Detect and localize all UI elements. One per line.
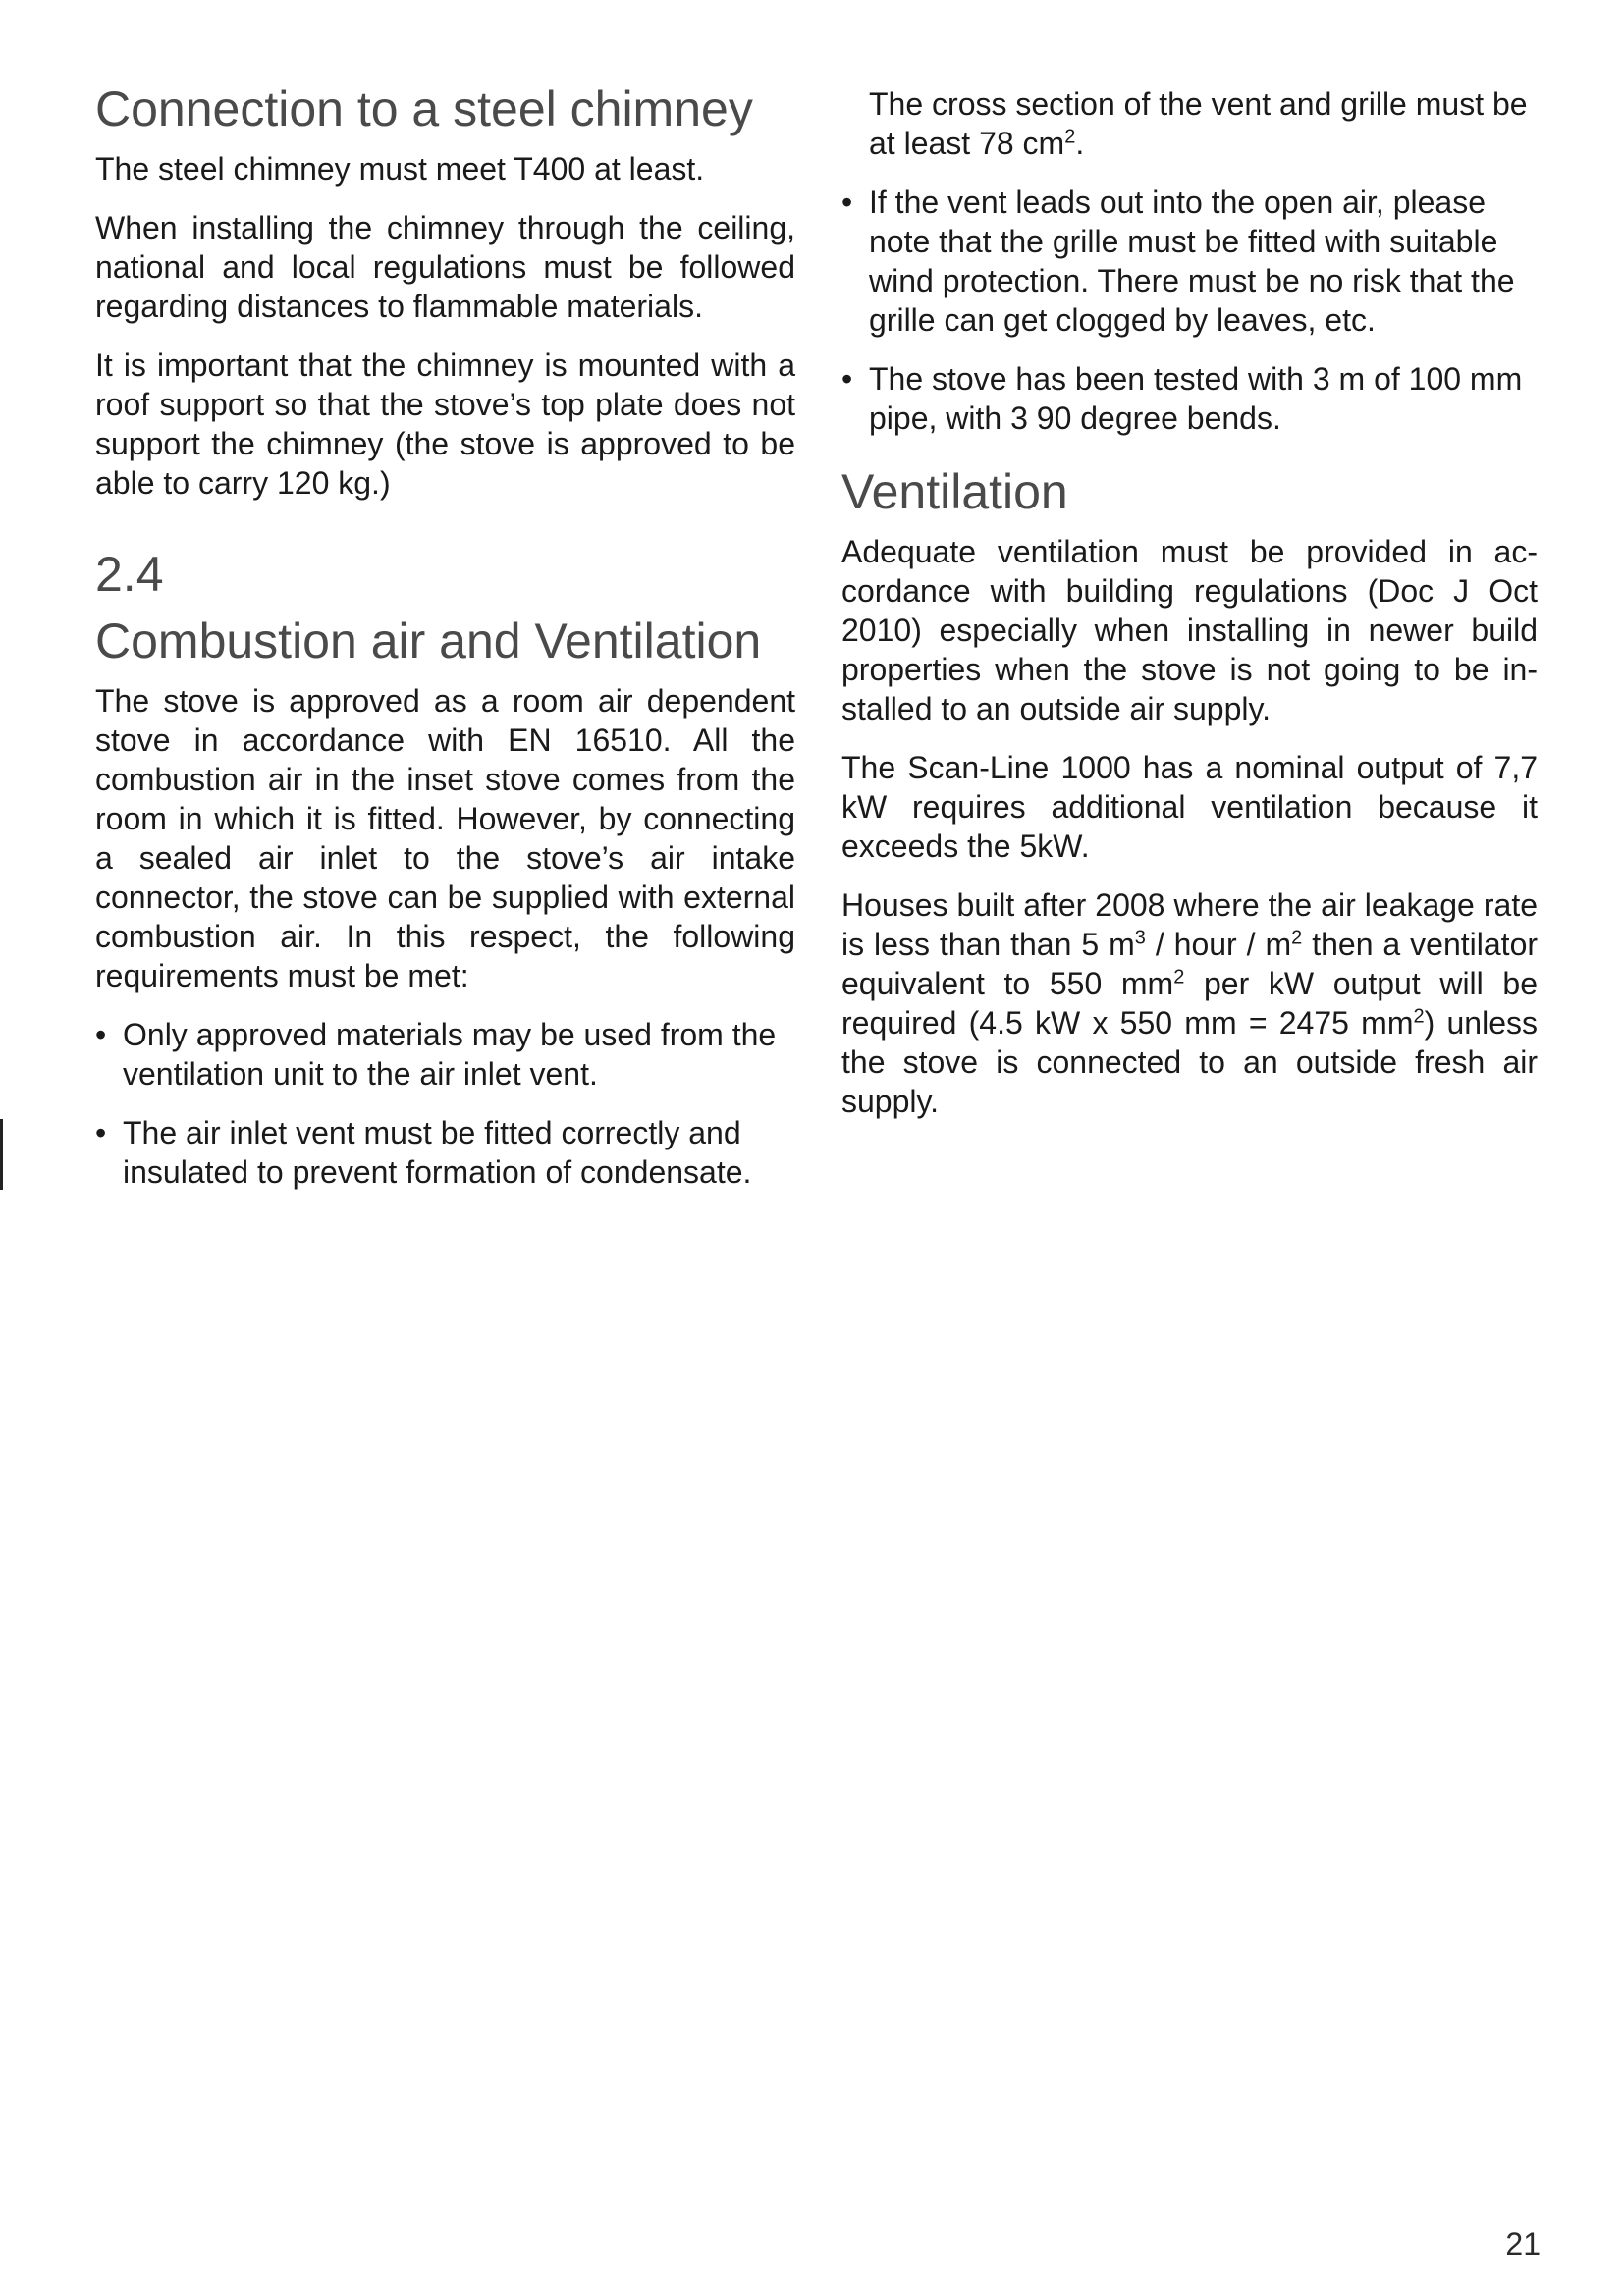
- continued-list-text: [841, 84, 1538, 163]
- bullet-icon: •: [841, 361, 853, 397]
- text-segment: Houses built after 2008 where the air leakage rate is less than than 5 m: [841, 887, 1538, 962]
- ventilation-paragraph-1: Adequate ventilation must be provided in accordance with building regulations (Doc J Oct 2010) especially when installing in newer build properties when the stove is not going to be installed to an outside air supply.: [841, 534, 1538, 726]
- list-item: [95, 1015, 795, 1094]
- continued-text: The cross section of the vent and grille must be at least 78 cm: [869, 86, 1528, 161]
- superscript: 2: [1064, 126, 1076, 148]
- text-segment: ) unless the stove is connected to an outside fresh air supply.: [841, 1005, 1539, 1119]
- steel-chimney-heading: Connection to a steel chimney: [95, 81, 753, 136]
- margin-change-bar: [0, 1119, 3, 1190]
- list-item: [95, 1113, 795, 1192]
- list-item: [841, 359, 1538, 438]
- requirements-list-continued: [841, 183, 1538, 438]
- list-item-text: If the vent leads out into the open air, please note that the grille must be fitted with suitable wind protection. There must be no risk that the grille can get clogged by leaves, etc.: [869, 185, 1515, 338]
- text-segment: per kW output will be required (4.5 kW x 550 mm = 2475 mm: [841, 966, 1539, 1041]
- superscript: 2: [1413, 1005, 1425, 1028]
- steel-chimney-paragraph-2: When installing the chimney through the ceiling, national and local regulations must be followed regarding distances to flammable materials.: [95, 210, 795, 324]
- section-number: 2.4: [95, 547, 164, 602]
- steel-chimney-paragraph-3: It is important that the chimney is mounted with a roof support so that the stove’s top plate does not support the chimney (the stove is approved to be able to carry 120 kg.): [95, 347, 795, 501]
- list-item-text: Only approved materials may be used from the ventilation unit to the air inlet vent.: [123, 1017, 777, 1092]
- combustion-air-heading: Combustion air and Ventilation: [95, 614, 762, 668]
- ventilation-heading: Ventilation: [841, 464, 1068, 519]
- superscript: 3: [1134, 927, 1146, 949]
- superscript: 2: [1173, 966, 1185, 988]
- ventilation-paragraph-2: The Scan-Line 1000 has a nominal output of 7,7 kW requires additional ventilation because it exceeds the 5kW.: [841, 750, 1538, 864]
- text-segment: / hour / m: [1145, 927, 1292, 962]
- list-item: [841, 183, 1538, 340]
- ventilation-paragraph-3: [841, 885, 1538, 1121]
- right-column: [841, 84, 1538, 1141]
- combustion-paragraph: The stove is approved as a room air dependent stove in accordance with EN 16510. All the combustion air in the inset stove comes from the room in which it is fitted. However, by connecting a sealed air inlet to the stove’s air intake connector, the stove can be supplied with external combustion air. In this respect, the following requirements must be met:: [95, 683, 795, 993]
- text-segment: then a ventilator equivalent to 550 mm: [841, 927, 1539, 1001]
- page-number: 21: [1505, 2226, 1541, 2262]
- superscript: 2: [1291, 927, 1303, 949]
- bullet-icon: •: [841, 185, 853, 220]
- continued-text-end: .: [1075, 126, 1085, 161]
- list-item-text: The stove has been tested with 3 m of 100 mm pipe, with 3 90 degree bends.: [869, 361, 1523, 436]
- list-item-text: The air inlet vent must be fitted correctly and insulated to prevent formation of condensate.: [123, 1115, 752, 1190]
- bullet-icon: •: [95, 1115, 107, 1150]
- steel-chimney-paragraph-1: The steel chimney must meet T400 at least.: [95, 151, 705, 187]
- left-column: [95, 80, 795, 1211]
- bullet-icon: •: [95, 1017, 107, 1052]
- requirements-list: [95, 1015, 795, 1192]
